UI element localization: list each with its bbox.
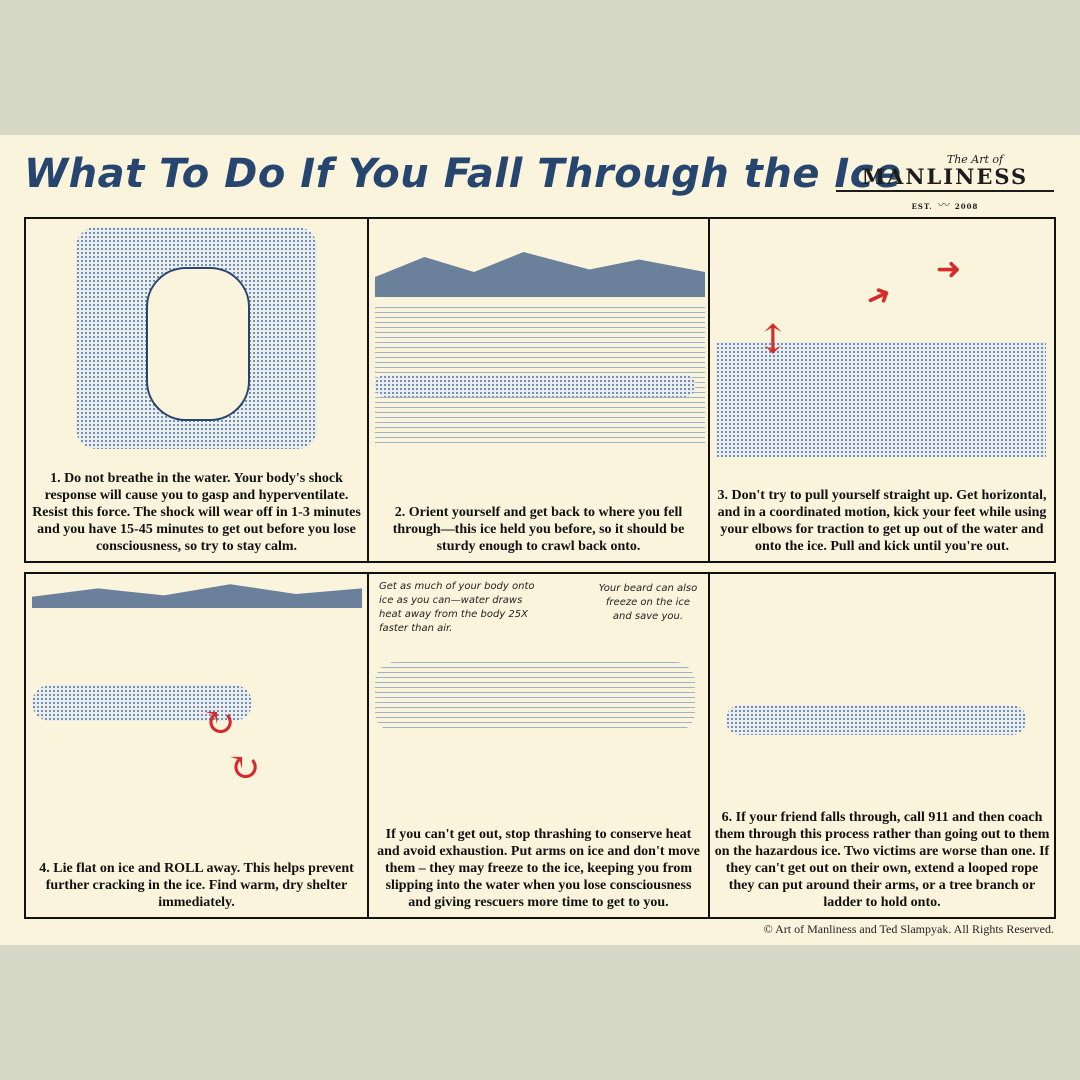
panel-2-caption: 2. Orient yourself and get back to where you fell through—this ice held you before, so it should be sturdy enough to crawl back onto. <box>392 505 685 554</box>
logo-est: EST. <box>911 202 933 211</box>
roll-arrow-icon: ↻ <box>227 745 261 791</box>
lake-illustration <box>375 227 702 457</box>
logo-name: MANLINESS <box>861 164 1029 189</box>
panel-5 <box>367 572 710 919</box>
rolling-away-illustration <box>32 580 361 850</box>
underwater-illustration <box>76 227 317 449</box>
panel-6-caption: 6. If your friend falls through, call 911 and then coach them through this process rather than going out to them on the hazardous ice. Two victims are worse than one. If they can't get out on their own, extend a looped rope they can put around their arms, or a tree branch or ladder to hold onto. <box>714 810 1050 910</box>
copyright: © Art of Manliness and Ted Slampyak. All Rights Reserved. <box>763 922 1054 936</box>
body-on-ice-note: Get as much of your body onto ice as you can—water draws heat away from the body 25X faster than air. <box>379 581 535 634</box>
logo-year: 2008 <box>954 202 979 211</box>
page-title: What To Do If You Fall Through the Ice <box>24 151 902 197</box>
panel-2 <box>367 217 710 563</box>
arrow-icon: ➜ <box>859 275 898 318</box>
arrow-icon: ↕ <box>756 317 790 363</box>
logo-tagline: The Art of <box>946 153 1004 166</box>
mustache-icon: 〰 <box>937 198 950 212</box>
roll-arrow-icon: ↻ <box>202 700 236 746</box>
panel-4 <box>24 572 369 919</box>
panel-6 <box>708 572 1056 919</box>
panel-3 <box>708 217 1056 563</box>
climbing-out-illustration <box>716 227 1048 457</box>
beard-note: Your beard can also freeze on the ice and save you. <box>598 583 698 622</box>
panel-3-caption: 3. Don't try to pull yourself straight up. Get horizontal, and in a coordinated motion, kick your feet while using your elbows for traction to get up out of the water and onto the ice. Pull and kick until you're out. <box>717 488 1047 554</box>
arrow-icon: ➜ <box>936 252 962 287</box>
panel-grid <box>24 217 1056 919</box>
panel-4-caption: 4. Lie flat on ice and ROLL away. This helps prevent further cracking in the ice. Find warm, dry shelter immediately. <box>39 861 354 910</box>
panel-5-caption: If you can't get out, stop thrashing to conserve heat and avoid exhaustion. Put arms on ice and don't move them – they may freeze to the ice, keeping you from slipping into the water when you lose consciousness and giving rescuers more time to get to you. <box>377 827 700 910</box>
art-of-manliness-logo <box>836 153 1054 212</box>
infographic-sheet <box>0 135 1080 945</box>
panel-1 <box>24 217 369 563</box>
panel-1-caption: 1. Do not breathe in the water. Your body's shock response will cause you to gasp and hyperventilate. Resist this force. The shock will wear off in 1-3 minutes and you have 15-45 minutes to get out before you lose consciousness, so try to stay calm. <box>32 471 361 554</box>
hole-illustration <box>375 662 695 732</box>
rescue-illustration <box>716 580 1048 780</box>
